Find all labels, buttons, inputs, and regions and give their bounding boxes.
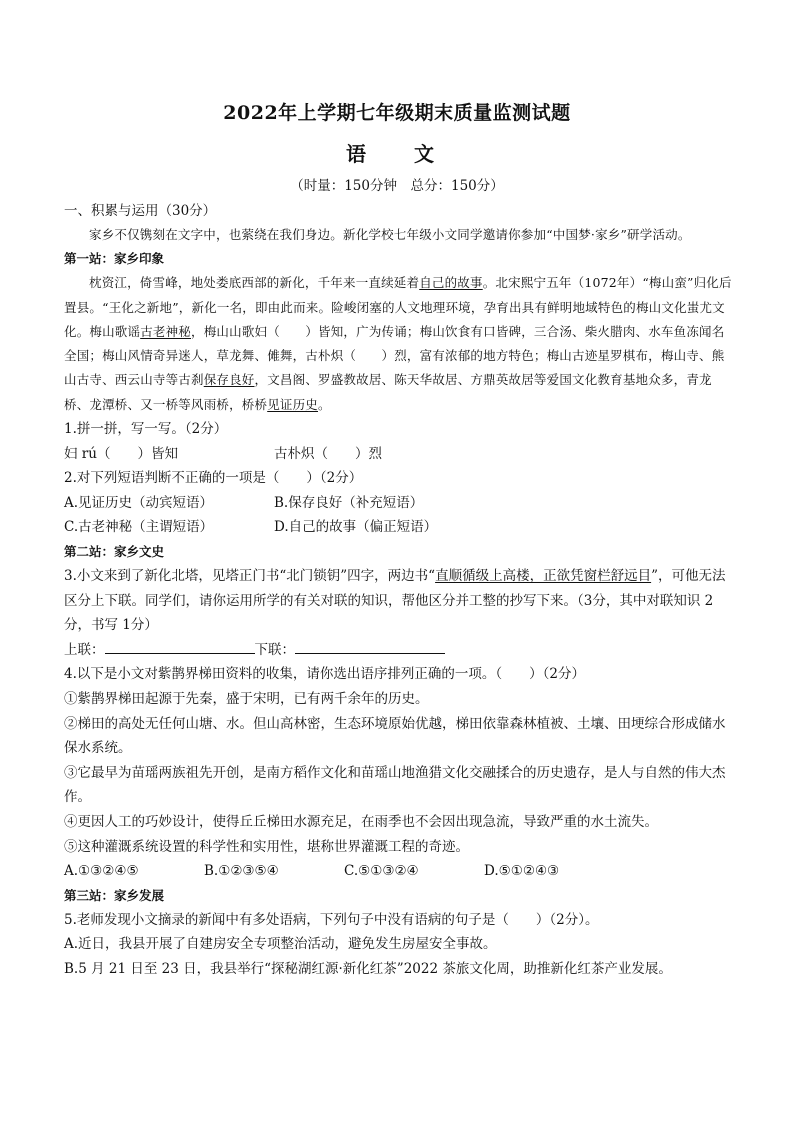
station-2-heading: 第二站：家乡文史 (64, 544, 165, 560)
q2-option-a: A.见证历史（动宾短语） (64, 494, 214, 511)
q4-sentence-3: ③它最早为苗瑶两族祖先开创，是南方稻作文化和苗瑶山地渔猎文化交融揉合的历史遗存，是人与自然的伟大杰作。 (64, 764, 726, 806)
q4-option-d: D.⑤①②④③ (484, 863, 560, 880)
subject-title: 语 文 (346, 142, 448, 166)
question-3 (64, 564, 736, 638)
time-info: （时量：150分钟 总分：150分） (290, 178, 504, 194)
q4-option-c: C.⑤①③②④ (344, 863, 419, 880)
station-1-heading: 第一站：家乡印象 (64, 251, 165, 267)
exam-content (64, 200, 736, 982)
exam-title: 2022年上学期七年级期末质量监测试题 (223, 102, 571, 124)
q4-sentence-2: ②梯田的高处无任何山塘、水。但山高林密，生态环境原始优越，梯田依靠森林植被、土壤、田埂综合形成储水保水系统。 (64, 715, 726, 757)
q4-option-a: A.①③②④⑤ (64, 863, 139, 880)
underlined-phrase: 自己的故事 (419, 275, 483, 291)
underlined-phrase: 保存良好 (203, 372, 255, 388)
upper-couplet-blank[interactable] (105, 639, 255, 654)
question-2: 2.对下列短语判断不正确的一项是（ ）（2分） (64, 470, 363, 487)
question-4-options (64, 859, 736, 884)
q3-text: 3.小文来到了新化北塔，见塔正门书“北门锁钥”四字，两边书“ (64, 568, 436, 585)
section-intro: 家乡不仅镌刻在文字中，也萦绕在我们身边。新化学校七年级小文同学邀请你参加“中国梦·家乡”研学活动。 (89, 227, 691, 242)
station-3-heading: 第三站：家乡发展 (64, 887, 165, 903)
q2-option-d: D.自己的故事（偏正短语） (274, 519, 438, 536)
lower-couplet-label: 下联： (254, 641, 295, 658)
q3-text: ”，可他无法区分上下联。同学们，请你运用所学的有关对联的知识，帮他区分并工整的抄写下来。（3分，其中对联知识 2分，书写 1分） (64, 568, 726, 634)
q1-item-b: 古朴炽（ ）烈 (274, 445, 382, 462)
question-2-options-row1 (64, 491, 736, 516)
q4-sentence-4: ④更因人工的巧妙设计，使得丘丘梯田水源充足，在雨季也不会因出现急流，导致严重的水土流失。 (64, 813, 658, 830)
passage-text: 枕资江，倚雪峰，地处娄底西部的新化，千年来一直续延着 (89, 275, 420, 291)
passage-text: ，梅山山歌妇（ ）皆知，广为传诵；梅山饮食有口皆碑，三合汤、柴火腊肉、水车鱼冻闻名全国；梅山风情奇异迷人，草龙舞、傩舞，古朴炽（ ）烈，富有浓郁的地方特色；梅山古迹星罗棋布，梅山寺、熊山古寺、西云山寺等古刹 (64, 323, 725, 388)
underlined-phrase: 见证历史 (267, 396, 319, 412)
q1-item-a: 妇 rú（ ）皆知 (64, 445, 178, 462)
q4-sentence-1: ①紫鹊界梯田起源于先秦，盛于宋明，已有两千余年的历史。 (64, 691, 429, 708)
q5-option-b: B.5 月 21 日至 23 日，我县举行“探秘湖红源·新化红茶”2022 茶旅文化周，助推新化红茶产业发展。 (64, 960, 672, 977)
q2-option-c: C.古老神秘（主谓短语） (64, 519, 214, 536)
passage-text: 。 (318, 396, 331, 412)
question-2-options-row2 (64, 515, 736, 540)
q5-option-a: A.近日，我县开展了自建房安全专项整治活动，避免发生房屋安全事故。 (64, 936, 497, 953)
lower-couplet-blank[interactable] (295, 639, 445, 654)
q2-option-b: B.保存良好（补充短语） (274, 494, 424, 511)
q4-sentence-5: ⑤这种灌溉系统设置的科学性和实用性，堪称世界灌溉工程的奇迹。 (64, 838, 469, 855)
q4-option-b: B.①②③⑤④ (204, 863, 279, 880)
question-4: 4.以下是小文对紫鹊界梯田资料的收集，请你选出语序排列正确的一项。（ ）（2分） (64, 666, 585, 683)
question-1-items (64, 442, 736, 467)
section-heading: 一、积累与运用（30分） (64, 203, 217, 219)
question-1: 1.拼一拼，写一写。（2分） (64, 421, 228, 438)
upper-couplet-label: 上联： (64, 641, 105, 658)
couplet-text: 直顺循级上高楼，正欲凭窗栏舒远目 (435, 568, 652, 585)
station-1-passage (64, 271, 736, 417)
question-5: 5.老师发现小文摘录的新闻中有多处语病，下列句子中没有语病的句子是（ ）（2分）。 (64, 911, 599, 928)
passage-text: 。北宋熙宁五年（1072年）“梅山蛮”归化后置县。“王化之新地”，新化一名，即由此而来。险峻闭塞的人文地理环境，孕育出具有鲜明地域特色的梅山文化蚩尤文化。梅山歌谣 (64, 275, 732, 339)
passage-text: ，文昌阁、罗盛教故居、陈天华故居、方鼎英故居等爱国文化教育基地众多，青龙桥、龙潭桥、又一桥等风雨桥，桥桥 (64, 372, 712, 412)
q3-answer-line (64, 638, 736, 663)
underlined-phrase: 古老神秘 (140, 323, 192, 339)
